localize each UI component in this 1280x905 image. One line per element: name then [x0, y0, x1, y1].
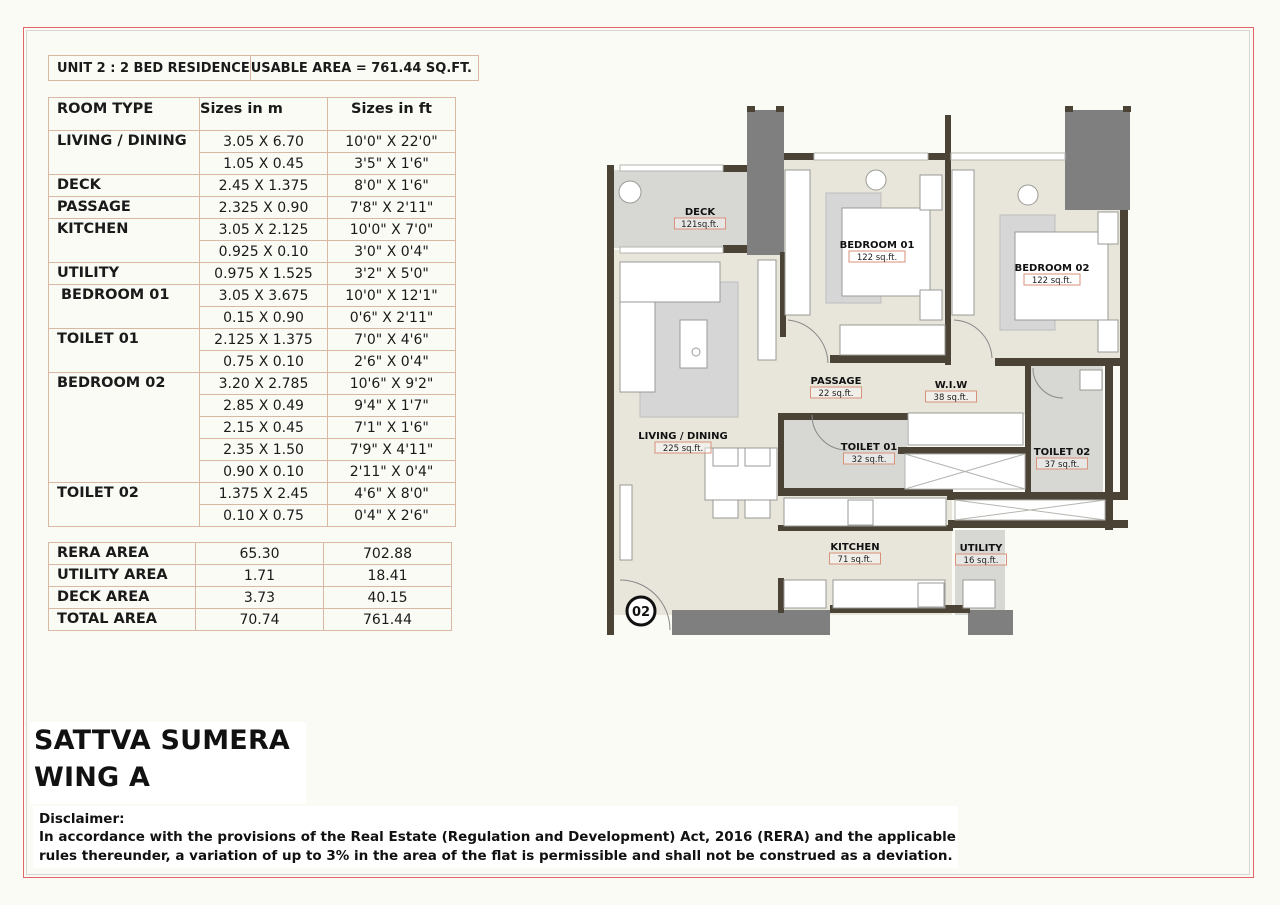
size-m-cell: 3.05 X 6.70: [200, 131, 328, 153]
size-m-cell: 3.05 X 3.675: [200, 285, 328, 307]
room-area-label: 37 sq.ft.: [1044, 460, 1080, 470]
room-row: [49, 131, 456, 153]
col-room-type: ROOM TYPE: [49, 98, 200, 131]
room-area-label: 122 sq.ft.: [856, 253, 898, 263]
area-sqft-cell: 18.41: [324, 565, 452, 587]
size-ft-cell: 7'0" X 4'6": [328, 329, 456, 351]
col-sizes-m: Sizes in m: [200, 98, 328, 131]
size-ft-cell: 7'9" X 4'11": [328, 439, 456, 461]
room-table-header: [49, 98, 456, 131]
area-label-cell: TOTAL AREA: [49, 609, 196, 631]
size-ft-cell: 0'6" X 2'11": [328, 307, 456, 329]
room-row: [49, 483, 456, 505]
usable-area-label: USABLE AREA = 761.44 SQ.FT.: [250, 56, 478, 81]
size-ft-cell: 0'4" X 2'6": [328, 505, 456, 527]
room-area-label: 122 sq.ft.: [1031, 276, 1073, 286]
area-sqm-cell: 3.73: [196, 587, 324, 609]
room-row: [49, 175, 456, 197]
room-row: [49, 197, 456, 219]
room-type-cell: LIVING / DINING: [49, 131, 200, 175]
size-m-cell: 0.15 X 0.90: [200, 307, 328, 329]
area-row: [49, 587, 452, 609]
area-row: [49, 565, 452, 587]
room-type-cell: UTILITY: [49, 263, 200, 285]
room-type-cell: DECK: [49, 175, 200, 197]
project-name: SATTVA SUMERA: [34, 725, 291, 756]
size-m-cell: 2.125 X 1.375: [200, 329, 328, 351]
size-m-cell: 1.375 X 2.45: [200, 483, 328, 505]
area-sqm-cell: 1.71: [196, 565, 324, 587]
unit-header-table: [48, 55, 479, 81]
size-ft-cell: 3'0" X 0'4": [328, 241, 456, 263]
room-area-label: 22 sq.ft.: [818, 389, 854, 399]
unit-badge-number: 02: [631, 605, 651, 620]
room-name-label: W.I.W: [934, 380, 968, 391]
size-m-cell: 0.90 X 0.10: [200, 461, 328, 483]
room-area-label: 16 sq.ft.: [963, 556, 999, 566]
size-ft-cell: 2'6" X 0'4": [328, 351, 456, 373]
size-ft-cell: 3'2" X 5'0": [328, 263, 456, 285]
room-type-cell: BEDROOM 02: [49, 373, 200, 483]
room-type-cell: BEDROOM 01: [49, 285, 200, 329]
size-m-cell: 0.975 X 1.525: [200, 263, 328, 285]
size-ft-cell: 7'1" X 1'6": [328, 417, 456, 439]
size-ft-cell: 2'11" X 0'4": [328, 461, 456, 483]
size-m-cell: 1.05 X 0.45: [200, 153, 328, 175]
room-row: [49, 263, 456, 285]
room-type-cell: TOILET 02: [49, 483, 200, 527]
size-ft-cell: 10'0" X 12'1": [328, 285, 456, 307]
area-summary-table: [48, 542, 452, 631]
room-name-label: BEDROOM 02: [1014, 263, 1090, 274]
area-sqft-cell: 702.88: [324, 543, 452, 565]
size-ft-cell: 10'6" X 9'2": [328, 373, 456, 395]
area-sqm-cell: 70.74: [196, 609, 324, 631]
area-sqft-cell: 761.44: [324, 609, 452, 631]
room-type-cell: TOILET 01: [49, 329, 200, 373]
room-name-label: TOILET 02: [1033, 447, 1091, 458]
room-name-label: KITCHEN: [830, 542, 880, 553]
room-name-label: TOILET 01: [840, 442, 898, 453]
disclaimer-text: In accordance with the provisions of the Real Estate (Regulation and Development) Act, 2016 (RERA) and the applicable rules thereunder, a variation of up to 3% in the area of the flat is permissible and shall not be construed as a deviation.: [39, 829, 956, 864]
size-m-cell: 2.325 X 0.90: [200, 197, 328, 219]
room-type-cell: KITCHEN: [49, 219, 200, 263]
size-ft-cell: 8'0" X 1'6": [328, 175, 456, 197]
unit-badge: [627, 597, 655, 625]
area-sqm-cell: 65.30: [196, 543, 324, 565]
room-area-label: 121sq.ft.: [681, 220, 719, 230]
room-name-label: BEDROOM 01: [839, 240, 915, 251]
room-name-label: UTILITY: [959, 543, 1003, 554]
size-ft-cell: 4'6" X 8'0": [328, 483, 456, 505]
col-sizes-ft: Sizes in ft: [328, 98, 456, 131]
area-row: [49, 609, 452, 631]
room-row: [49, 219, 456, 241]
size-ft-cell: 7'8" X 2'11": [328, 197, 456, 219]
size-ft-cell: 10'0" X 7'0": [328, 219, 456, 241]
disclaimer-title: Disclaimer:: [39, 811, 125, 827]
size-m-cell: 2.35 X 1.50: [200, 439, 328, 461]
area-sqft-cell: 40.15: [324, 587, 452, 609]
size-m-cell: 2.45 X 1.375: [200, 175, 328, 197]
size-m-cell: 0.10 X 0.75: [200, 505, 328, 527]
room-area-label: 38 sq.ft.: [933, 393, 969, 403]
area-row: [49, 543, 452, 565]
room-row: [49, 329, 456, 351]
room-sizes-table: [48, 97, 456, 527]
size-m-cell: 2.85 X 0.49: [200, 395, 328, 417]
room-area-label: 32 sq.ft.: [851, 455, 887, 465]
room-row: [49, 285, 456, 307]
area-label-cell: RERA AREA: [49, 543, 196, 565]
size-m-cell: 3.05 X 2.125: [200, 219, 328, 241]
room-area-label: 71 sq.ft.: [837, 555, 873, 565]
size-m-cell: 0.925 X 0.10: [200, 241, 328, 263]
floor-plan: [600, 100, 1140, 645]
area-label-cell: DECK AREA: [49, 587, 196, 609]
area-label-cell: UTILITY AREA: [49, 565, 196, 587]
room-name-label: PASSAGE: [810, 376, 862, 387]
disclaimer-block: [33, 806, 958, 868]
unit-label: UNIT 2 : 2 BED RESIDENCE: [49, 56, 251, 81]
project-wing: WING A: [34, 762, 151, 793]
room-name-label: LIVING / DINING: [638, 431, 728, 442]
room-row: [49, 373, 456, 395]
size-ft-cell: 3'5" X 1'6": [328, 153, 456, 175]
size-ft-cell: 10'0" X 22'0": [328, 131, 456, 153]
size-ft-cell: 9'4" X 1'7": [328, 395, 456, 417]
project-title-block: [30, 722, 306, 804]
room-area-label: 225 sq.ft.: [662, 444, 704, 454]
size-m-cell: 0.75 X 0.10: [200, 351, 328, 373]
size-m-cell: 2.15 X 0.45: [200, 417, 328, 439]
size-m-cell: 3.20 X 2.785: [200, 373, 328, 395]
room-type-cell: PASSAGE: [49, 197, 200, 219]
room-name-label: DECK: [684, 207, 716, 218]
